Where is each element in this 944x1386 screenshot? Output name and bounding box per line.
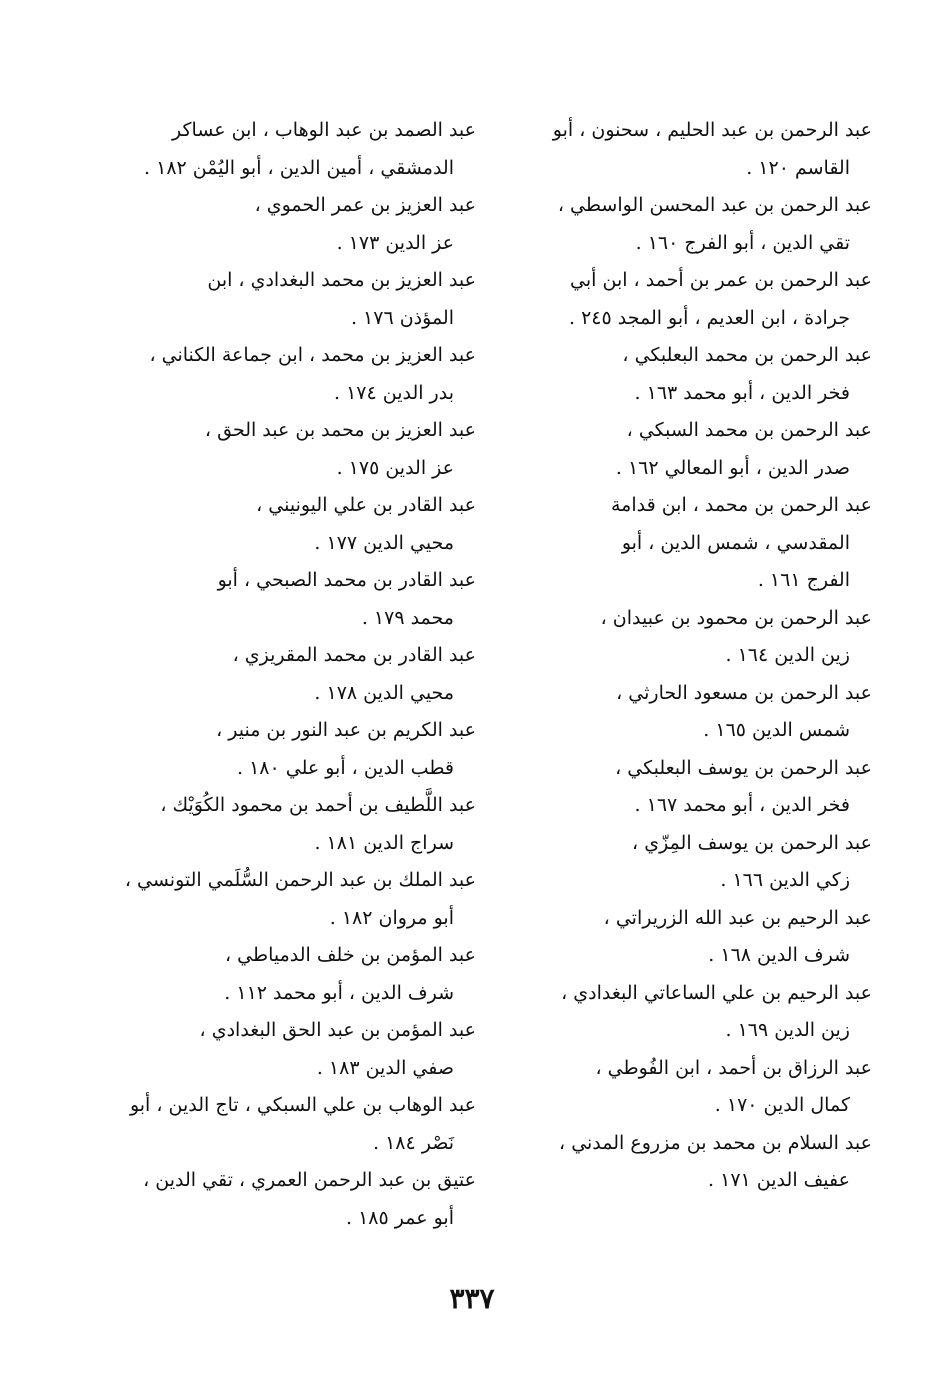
index-entry [507,825,872,900]
index-entry [507,600,872,675]
index-entry [507,337,872,412]
entry-name: عبد الرزاق بن أحمد ، ابن الفُوطي ، [595,1056,872,1079]
index-entry [507,112,872,187]
entry-name: عبد العزيز بن محمد بن عبد الحق ، [204,419,476,441]
index-entry [507,1125,872,1200]
entry-name: عبد العزيز بن محمد ، ابن جماعة الكناني ، [149,344,476,366]
index-entry [507,900,872,975]
index-column-right [507,112,872,1200]
entry-continuation: المؤذن ١٧٦ . [350,306,454,329]
index-column-left [111,112,476,1237]
index-entry [111,262,476,337]
entry-name: عبد الوهاب بن علي السبكي ، تاج الدين ، أبو [129,1094,476,1116]
entry-name: عبد الرحمن بن محمد السبكي ، [626,419,872,441]
index-entry [111,787,476,862]
entry-name: عبد القادر بن علي اليونيني ، [256,494,476,516]
entry-continuation: الفرج ١٦١ . [757,569,850,591]
entry-continuation: فخر الدين ، أبو محمد ١٦٧ . [634,794,850,816]
entry-continuation: شمس الدين ١٦٥ . [703,719,850,741]
entry-continuation: عز الدين ١٧٥ . [336,456,454,479]
entry-continuation: زكي الدين ١٦٦ . [720,869,850,891]
entry-continuation: جرادة ، ابن العديم ، أبو المجد ٢٤٥ . [568,306,850,329]
entry-name: عبد الرحمن بن محمد ، ابن قدامة [610,494,872,516]
entry-name: عبد الرحمن بن يوسف البعلبكي ، [615,756,872,779]
index-entry [507,675,872,750]
entry-name: عبد القادر بن محمد المقريزي ، [232,644,476,666]
entry-continuation: محمد ١٧٩ . [361,606,454,629]
entry-continuation: شرف الدين ، أبو محمد ١١٢ . [224,981,454,1004]
entry-name: عبد الرحيم بن عبد الله الزريراتي ، [603,906,872,929]
index-entry [111,1087,476,1162]
entry-name: عبد الرحمن بن مسعود الحارثي ، [616,681,872,704]
entry-name: عبد الرحمن بن عمر بن أحمد ، ابن أبي [570,269,872,291]
entry-name: عبد القادر بن محمد الصبحي ، أبو [217,569,476,591]
index-entry [111,187,476,262]
entry-continuation: الدمشقي ، أمين الدين ، أبو اليُمْن ١٨٢ . [144,156,454,179]
entry-name: عبد الملك بن عبد الرحمن السُّلَمي التونسي ، [124,869,476,891]
index-entry [507,487,872,600]
index-entry [111,487,476,562]
entry-continuation: عز الدين ١٧٣ . [336,231,454,254]
index-entry [111,862,476,937]
entry-name: عبد الرحمن بن محمود بن عبيدان ، [600,606,872,629]
index-entry [111,562,476,637]
index-entry [507,262,872,337]
index-entry [111,112,476,187]
entry-name: عبد الرحمن بن محمد البعلبكي ، [622,344,872,366]
entry-continuation: محيي الدين ١٧٧ . [314,531,454,554]
entry-name: عبد العزيز بن عمر الحموي ، [254,194,476,216]
entry-continuation: محيي الدين ١٧٨ . [314,681,454,704]
entry-name: عبد الرحمن بن عبد الحليم ، سحنون ، أبو [552,119,872,141]
entry-continuation: زين الدين ١٦٤ . [725,644,850,666]
entry-continuation: أبو عمر ١٨٥ . [346,1206,454,1229]
index-entry [507,750,872,825]
index-entry [111,637,476,712]
entry-name: عبد العزيز بن محمد البغدادي ، ابن [207,269,476,291]
entry-continuation: بدر الدين ١٧٤ . [333,381,454,404]
index-entry [111,1012,476,1087]
entry-continuation: القاسم ١٢٠ . [746,156,850,179]
entry-name: عبد الرحمن بن عبد المحسن الواسطي ، [557,194,872,216]
index-entry [111,937,476,1012]
entry-continuation: أبو مروان ١٨٢ . [329,906,454,929]
entry-continuation: صدر الدين ، أبو المعالي ١٦٢ . [615,456,850,479]
entry-continuation: المقدسي ، شمس الدين ، أبو [621,531,850,554]
index-entry [111,712,476,787]
index-entry [111,412,476,487]
entry-name: عبد المؤمن بن عبد الحق البغدادي ، [199,1019,476,1041]
index-entry [111,337,476,412]
page-number: ٣٣٧ [449,1282,495,1315]
entry-name: عبد الرحيم بن علي الساعاتي البغدادي ، [561,981,872,1004]
index-entry [507,412,872,487]
entry-name: عبد المؤمن بن خلف الدمياطي ، [224,944,476,966]
entry-name: عتيق بن عبد الرحمن العمري ، تقي الدين ، [143,1169,476,1191]
index-entry [507,1050,872,1125]
entry-continuation: سراج الدين ١٨١ . [314,831,454,854]
entry-name: عبد السلام بن محمد بن مزروع المدني ، [559,1131,872,1154]
index-entry [111,1162,476,1237]
entry-continuation: كمال الدين ١٧٠ . [714,1094,850,1116]
entry-continuation: فخر الدين ، أبو محمد ١٦٣ . [634,381,850,404]
entry-name: عبد الكريم بن عبد النور بن منير ، [216,719,476,741]
entry-continuation: صفي الدين ١٨٣ . [316,1056,454,1079]
entry-name: عبد اللَّطيف بن أحمد بن محمود الكُوَيْك ، [160,794,476,816]
entry-continuation: شرف الدين ١٦٨ . [708,944,850,966]
entry-name: عبد الصمد بن عبد الوهاب ، ابن عساكر [172,119,476,141]
index-entry [507,187,872,262]
entry-continuation: نَصْر ١٨٤ . [372,1131,454,1154]
entry-continuation: تقي الدين ، أبو الفرج ١٦٠ . [635,231,850,254]
entry-continuation: زين الدين ١٦٩ . [725,1019,850,1041]
entry-continuation: عفيف الدين ١٧١ . [708,1169,850,1191]
entry-continuation: قطب الدين ، أبو علي ١٨٠ . [236,756,454,779]
index-entry [507,975,872,1050]
entry-name: عبد الرحمن بن يوسف المِزّي ، [632,831,872,854]
